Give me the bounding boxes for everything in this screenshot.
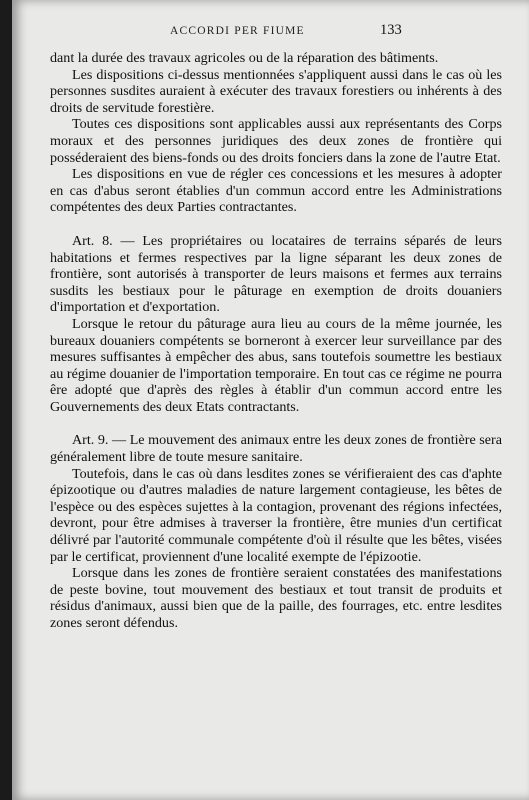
book-page (12, 0, 529, 800)
paragraph: Toutefois, dans le cas où dans lesdites zones se vérifieraient des cas d'aphte épizootique ou d'autres maladies de nature largement contagieuse, les bêtes de l'espèce ou des espèces sujettes à la contagion, provenant des régions infectées, devront, pour être admises à traverser la frontière, être munies d'un certificat délivré par l'autorité communale compétente d'où il résulte que les bêtes, visées par le certificat, proviennent d'une localité exempte de l'épizootie. (50, 465, 502, 565)
page-number: 133 (380, 22, 402, 38)
paragraph-continuation: dant la durée des travaux agricoles ou de la réparation des bâtiments. (50, 50, 439, 66)
article-9-paragraph: Art. 9. — Le mouvement des animaux entre les deux zones de frontière sera généralement libre de toute mesure sanitaire. (50, 432, 502, 466)
paragraph: Toutes ces dispositions sont applicables aussi aux représentants des Corps moraux et des personnes juridiques des deux zones de frontière qui posséderaient des biens-fonds ou des droits fonciers dans la zone de l'autre Etat. (50, 116, 502, 166)
article-8-paragraph: Art. 8. — Les propriétaires ou locataires de terrains séparés de leurs habitations et fermes respectives par la ligne séparant les deux zones de frontière, sont autorisés à transporter de leurs maisons et fermes aux terrains susdits les bestiaux pour le pâturage en exemption de droits douaniers d'importation et d'exportation. (50, 232, 502, 316)
page-header (12, 22, 529, 42)
paragraph: Lorsque dans les zones de frontière seraient constatées des manifestations de peste bovine, tout mouvement des bestiaux et tout transit de produits et résidus d'animaux, aussi bien que de la paille, des fourrages, etc. entre lesdites zones seront défendus. (50, 565, 502, 631)
paragraph: Lorsque le retour du pâturage aura lieu au cours de la même journée, les bureaux douaniers compétents se borneront à exercer leur surveillance par des mesures suffisantes à empêcher des abus, sans toutefois soumettre les bestiaux au régime douanier de l'importation temporaire. En tout cas ce régime ne pourra êre adopté que d'après des règles à établir d'un commun accord entre les Gouvernements des deux Etats contractants. (50, 315, 502, 415)
page-body (50, 50, 502, 632)
running-title: ACCORDI PER FIUME (170, 25, 305, 37)
paragraph: Les dispositions en vue de régler ces concessions et les mesures à adopter en cas d'abus seront établies d'un commun accord entre les Administrations compétentes des deux Parties contractantes. (50, 166, 502, 216)
paragraph: Les dispositions ci-dessus mentionnées s'appliquent aussi dans le cas où les personnes susdites auraient à exécuter des travaux forestiers ou inhérents à des droits de servitude forestière. (50, 66, 502, 116)
